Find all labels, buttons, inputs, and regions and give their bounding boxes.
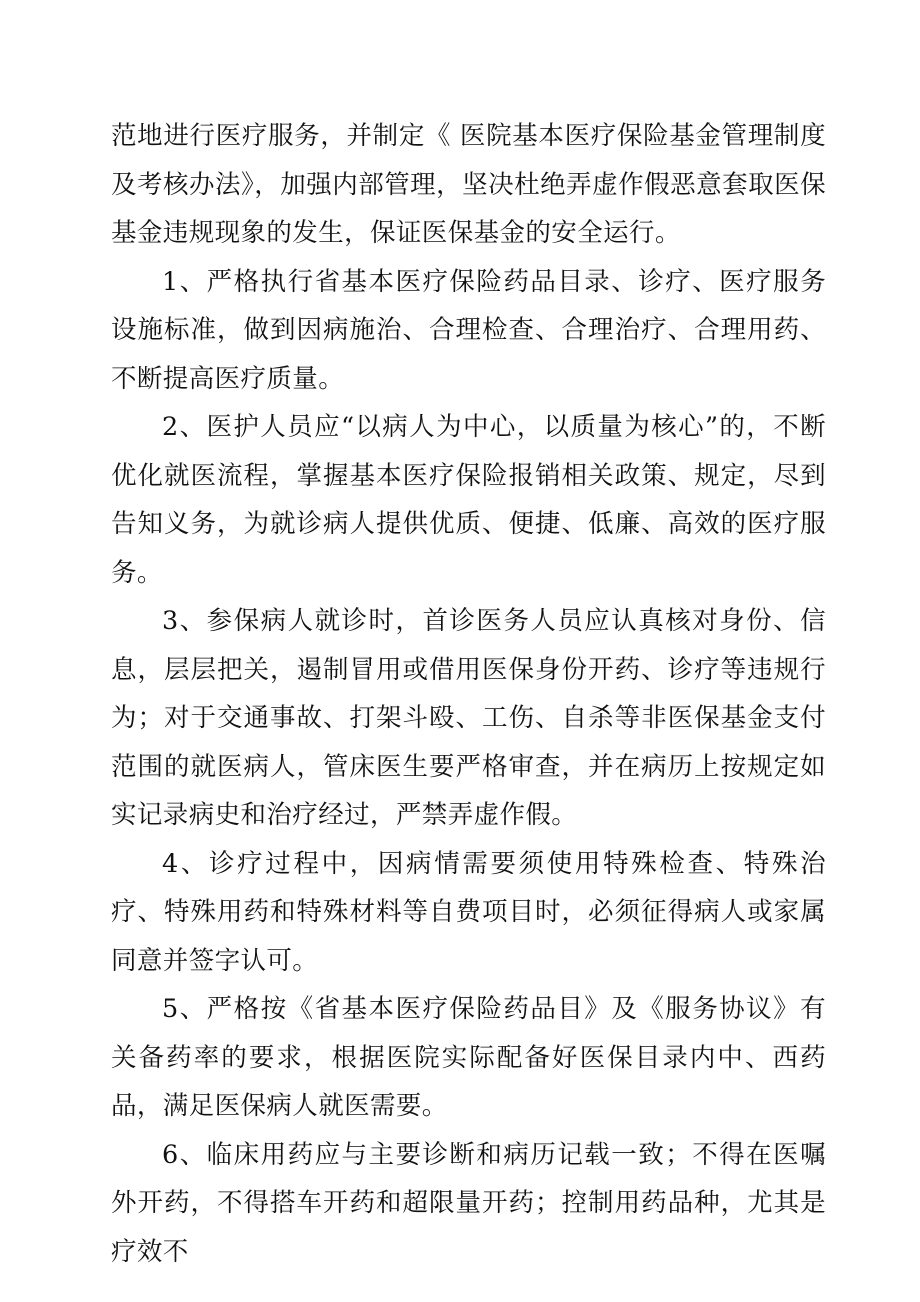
document-body <box>111 112 826 1276</box>
paragraph-item-6: 6、临床用药应与主要诊断和病历记载一致；不得在医嘱外开药，不得搭车开药和超限量开药；控制用药品种，尤其是疗效不 <box>111 1139 826 1267</box>
paragraph-item-1: 1、严格执行省基本医疗保险药品目录、诊疗、医疗服务设施标准，做到因病施治、合理检查、合理治疗、合理用药、不断提高医疗质量。 <box>111 266 826 394</box>
paragraph-item-3: 3、参保病人就诊时，首诊医务人员应认真核对身份、信息，层层把关，遏制冒用或借用医保身份开药、诊疗等违规行为；对于交通事故、打架斗殴、工伤、自杀等非医保基金支付范围的就医病人，管床医生要严格审查，并在病历上按规定如实记录病史和治疗经过，严禁弄虚作假。 <box>111 606 826 830</box>
paragraph-item-5: 5、严格按《省基本医疗保险药品目》及《服务协议》有关备药率的要求，根据医院实际配备好医保目录内中、西药品，满足医保病人就医需要。 <box>111 994 826 1121</box>
paragraph-continuation: 范地进行医疗服务，并制定《 医院基本医疗保险基金管理制度及考核办法》，加强内部管理，坚决杜绝弄虚作假恶意套取医保基金违规现象的发生，保证医保基金的安全运行。 <box>111 121 826 248</box>
paragraph-item-4: 4、诊疗过程中，因病情需要须使用特殊检查、特殊治疗、特殊用药和特殊材料等自费项目时，必须征得病人或家属同意并签字认可。 <box>111 848 826 976</box>
paragraph-item-2: 2、医护人员应“以病人为中心，以质量为核心”的，不断优化就医流程，掌握基本医疗保险报销相关政策、规定，尽到告知义务，为就诊病人提供优质、便捷、低廉、高效的医疗服务。 <box>111 412 826 588</box>
